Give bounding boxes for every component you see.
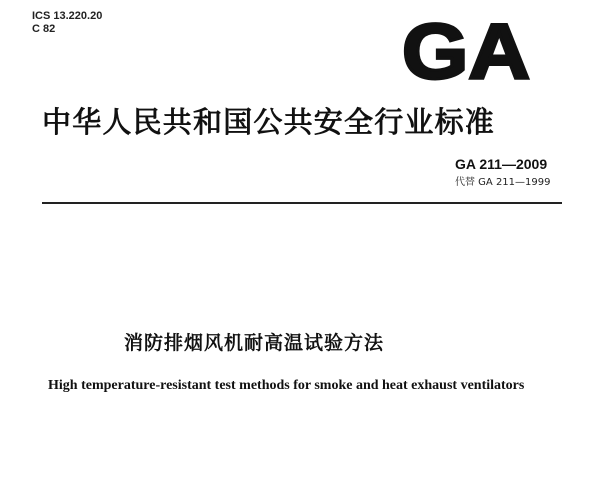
ga-logo-graphic (400, 14, 532, 86)
classification-codes (32, 10, 102, 36)
ccs-code: C 82 (32, 23, 56, 35)
replaces-standard: 代替 GA 211—1999 (455, 177, 551, 188)
ics-code: ICS 13.220.20 (32, 10, 103, 22)
standard-body-title: 中华人民共和国公共安全行业标准 (42, 105, 496, 139)
document-title-chinese: 消防排烟风机耐高温试验方法 (124, 332, 385, 354)
document-title-english: High temperature-resistant test methods for smoke and heat exhaust ventilators (48, 378, 525, 393)
ga-logo (400, 14, 532, 86)
header-divider (42, 202, 562, 204)
standard-number: GA 211—2009 (455, 156, 548, 172)
ga-logo-text: GA (402, 14, 530, 86)
